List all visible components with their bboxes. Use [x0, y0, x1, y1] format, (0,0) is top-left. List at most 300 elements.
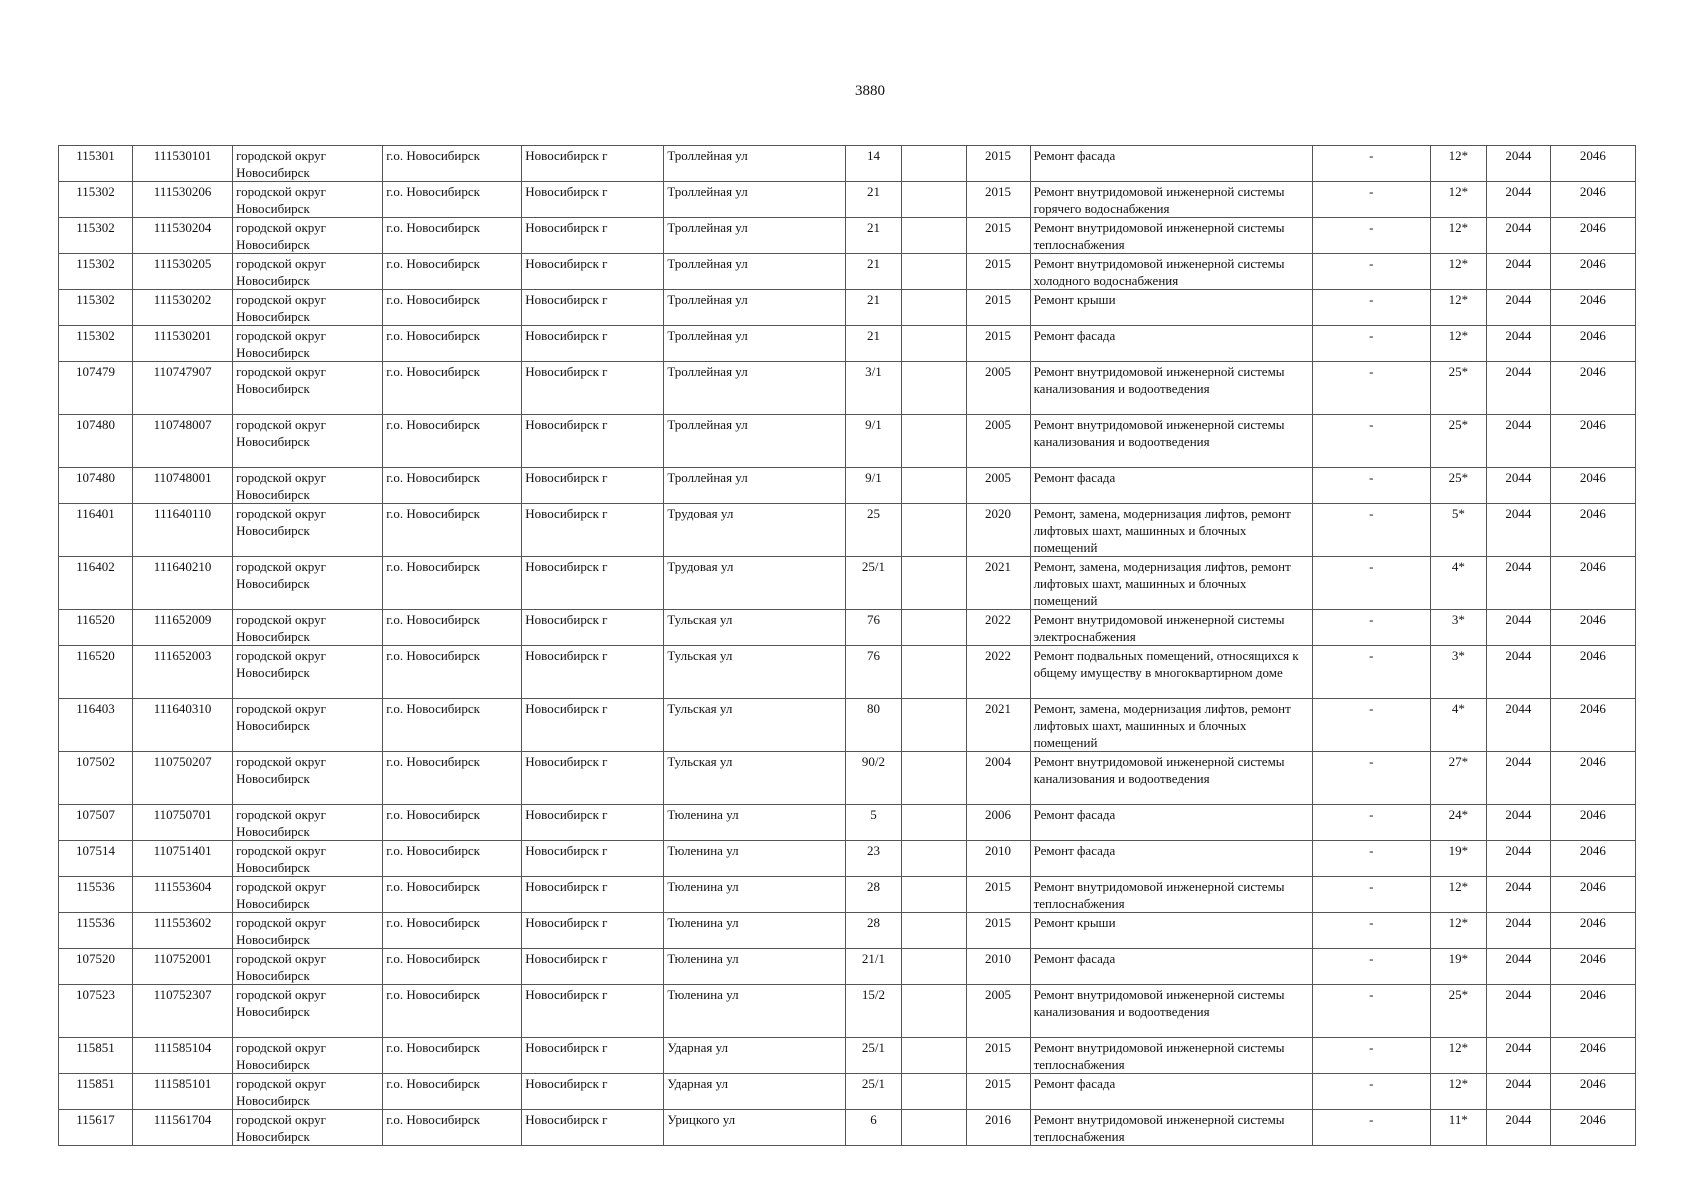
year-to-cell: 2046 — [1550, 290, 1635, 326]
settlement-cell: Новосибирск г — [522, 254, 664, 290]
street-cell: Тюленина ул — [664, 805, 846, 841]
house-id-cell: 115536 — [59, 877, 133, 913]
period-cell: 12* — [1430, 326, 1486, 362]
building-cell — [901, 182, 966, 218]
settlement-cell: Новосибирск г — [522, 146, 664, 182]
year-from-cell: 2044 — [1486, 362, 1550, 415]
year-cell: 2015 — [966, 1074, 1030, 1110]
work-type-cell: Ремонт фасада — [1030, 949, 1312, 985]
house-number-cell: 23 — [846, 841, 901, 877]
settlement-cell: Новосибирск г — [522, 877, 664, 913]
year-to-cell: 2046 — [1550, 326, 1635, 362]
work-code-cell: 111585104 — [133, 1038, 233, 1074]
work-code-cell: 111561704 — [133, 1110, 233, 1146]
house-number-cell: 9/1 — [846, 415, 901, 468]
table-row — [59, 985, 1636, 1038]
street-cell: Троллейная ул — [664, 326, 846, 362]
period-cell: 24* — [1430, 805, 1486, 841]
year-to-cell: 2046 — [1550, 504, 1635, 557]
table-row — [59, 415, 1636, 468]
building-cell — [901, 362, 966, 415]
house-id-cell: 115301 — [59, 146, 133, 182]
building-cell — [901, 610, 966, 646]
year-cell: 2016 — [966, 1110, 1030, 1146]
municipality-cell: г.о. Новосибирск — [383, 752, 522, 805]
house-id-cell: 115536 — [59, 913, 133, 949]
work-type-cell: Ремонт фасада — [1030, 326, 1312, 362]
work-code-cell: 111640110 — [133, 504, 233, 557]
dash-cell: - — [1312, 610, 1430, 646]
period-cell: 12* — [1430, 146, 1486, 182]
year-from-cell: 2044 — [1486, 646, 1550, 699]
settlement-cell: Новосибирск г — [522, 1038, 664, 1074]
year-to-cell: 2046 — [1550, 752, 1635, 805]
street-cell: Тульская ул — [664, 699, 846, 752]
period-cell: 12* — [1430, 182, 1486, 218]
year-cell: 2015 — [966, 182, 1030, 218]
house-number-cell: 76 — [846, 610, 901, 646]
dash-cell: - — [1312, 218, 1430, 254]
dash-cell: - — [1312, 557, 1430, 610]
street-cell: Урицкого ул — [664, 1110, 846, 1146]
municipality-cell: г.о. Новосибирск — [383, 1074, 522, 1110]
house-id-cell: 107507 — [59, 805, 133, 841]
dash-cell: - — [1312, 290, 1430, 326]
building-cell — [901, 949, 966, 985]
district-cell: городской округ Новосибирск — [233, 985, 383, 1038]
district-cell: городской округ Новосибирск — [233, 1038, 383, 1074]
work-type-cell: Ремонт внутридомовой инженерной системы теплоснабжения — [1030, 218, 1312, 254]
year-cell: 2005 — [966, 985, 1030, 1038]
house-id-cell: 115302 — [59, 326, 133, 362]
house-number-cell: 28 — [846, 877, 901, 913]
building-cell — [901, 326, 966, 362]
house-number-cell: 21 — [846, 290, 901, 326]
street-cell: Тюленина ул — [664, 985, 846, 1038]
table-row — [59, 326, 1636, 362]
district-cell: городской округ Новосибирск — [233, 182, 383, 218]
house-id-cell: 115617 — [59, 1110, 133, 1146]
house-id-cell: 115851 — [59, 1074, 133, 1110]
year-cell: 2015 — [966, 146, 1030, 182]
period-cell: 11* — [1430, 1110, 1486, 1146]
street-cell: Тюленина ул — [664, 949, 846, 985]
settlement-cell: Новосибирск г — [522, 699, 664, 752]
house-id-cell: 116403 — [59, 699, 133, 752]
building-cell — [901, 504, 966, 557]
house-number-cell: 9/1 — [846, 468, 901, 504]
district-cell: городской округ Новосибирск — [233, 415, 383, 468]
building-cell — [901, 1074, 966, 1110]
year-cell: 2015 — [966, 290, 1030, 326]
house-number-cell: 90/2 — [846, 752, 901, 805]
year-from-cell: 2044 — [1486, 326, 1550, 362]
period-cell: 12* — [1430, 218, 1486, 254]
street-cell: Троллейная ул — [664, 218, 846, 254]
year-from-cell: 2044 — [1486, 468, 1550, 504]
year-cell: 2010 — [966, 949, 1030, 985]
house-id-cell: 116402 — [59, 557, 133, 610]
table-row — [59, 752, 1636, 805]
settlement-cell: Новосибирск г — [522, 752, 664, 805]
district-cell: городской округ Новосибирск — [233, 557, 383, 610]
year-cell: 2021 — [966, 699, 1030, 752]
street-cell: Троллейная ул — [664, 468, 846, 504]
district-cell: городской округ Новосибирск — [233, 468, 383, 504]
house-number-cell: 25/1 — [846, 557, 901, 610]
table-row — [59, 504, 1636, 557]
work-type-cell: Ремонт подвальных помещений, относящихся к общему имуществу в многоквартирном доме — [1030, 646, 1312, 699]
year-to-cell: 2046 — [1550, 557, 1635, 610]
street-cell: Ударная ул — [664, 1038, 846, 1074]
table-row — [59, 468, 1636, 504]
municipality-cell: г.о. Новосибирск — [383, 504, 522, 557]
period-cell: 3* — [1430, 610, 1486, 646]
work-code-cell: 111530205 — [133, 254, 233, 290]
municipality-cell: г.о. Новосибирск — [383, 415, 522, 468]
municipality-cell: г.о. Новосибирск — [383, 468, 522, 504]
table-row — [59, 949, 1636, 985]
house-id-cell: 115302 — [59, 254, 133, 290]
settlement-cell: Новосибирск г — [522, 610, 664, 646]
work-type-cell: Ремонт крыши — [1030, 913, 1312, 949]
period-cell: 25* — [1430, 415, 1486, 468]
table-row — [59, 610, 1636, 646]
house-id-cell: 107480 — [59, 468, 133, 504]
building-cell — [901, 805, 966, 841]
table-row — [59, 699, 1636, 752]
table-row — [59, 913, 1636, 949]
year-from-cell: 2044 — [1486, 254, 1550, 290]
settlement-cell: Новосибирск г — [522, 326, 664, 362]
work-code-cell: 110750701 — [133, 805, 233, 841]
work-code-cell: 111640210 — [133, 557, 233, 610]
street-cell: Тюленина ул — [664, 841, 846, 877]
year-from-cell: 2044 — [1486, 415, 1550, 468]
year-cell: 2005 — [966, 468, 1030, 504]
table-row — [59, 646, 1636, 699]
municipality-cell: г.о. Новосибирск — [383, 182, 522, 218]
house-id-cell: 107520 — [59, 949, 133, 985]
municipality-cell: г.о. Новосибирск — [383, 1110, 522, 1146]
municipality-cell: г.о. Новосибирск — [383, 254, 522, 290]
house-number-cell: 21 — [846, 254, 901, 290]
work-code-cell: 110751401 — [133, 841, 233, 877]
dash-cell: - — [1312, 699, 1430, 752]
year-cell: 2021 — [966, 557, 1030, 610]
building-cell — [901, 146, 966, 182]
period-cell: 12* — [1430, 1074, 1486, 1110]
street-cell: Троллейная ул — [664, 290, 846, 326]
dash-cell: - — [1312, 326, 1430, 362]
year-to-cell: 2046 — [1550, 362, 1635, 415]
dash-cell: - — [1312, 646, 1430, 699]
work-code-cell: 111585101 — [133, 1074, 233, 1110]
work-code-cell: 111530206 — [133, 182, 233, 218]
year-from-cell: 2044 — [1486, 877, 1550, 913]
year-to-cell: 2046 — [1550, 468, 1635, 504]
period-cell: 12* — [1430, 290, 1486, 326]
house-id-cell: 107502 — [59, 752, 133, 805]
building-cell — [901, 699, 966, 752]
work-code-cell: 111553602 — [133, 913, 233, 949]
year-to-cell: 2046 — [1550, 1074, 1635, 1110]
year-cell: 2010 — [966, 841, 1030, 877]
settlement-cell: Новосибирск г — [522, 182, 664, 218]
period-cell: 25* — [1430, 362, 1486, 415]
building-cell — [901, 752, 966, 805]
year-from-cell: 2044 — [1486, 557, 1550, 610]
table-row — [59, 841, 1636, 877]
house-number-cell: 3/1 — [846, 362, 901, 415]
table-row — [59, 218, 1636, 254]
work-type-cell: Ремонт внутридомовой инженерной системы электроснабжения — [1030, 610, 1312, 646]
street-cell: Ударная ул — [664, 1074, 846, 1110]
table-row — [59, 362, 1636, 415]
house-number-cell: 5 — [846, 805, 901, 841]
settlement-cell: Новосибирск г — [522, 415, 664, 468]
settlement-cell: Новосибирск г — [522, 949, 664, 985]
dash-cell: - — [1312, 985, 1430, 1038]
building-cell — [901, 841, 966, 877]
year-to-cell: 2046 — [1550, 254, 1635, 290]
settlement-cell: Новосибирск г — [522, 468, 664, 504]
year-to-cell: 2046 — [1550, 1038, 1635, 1074]
year-to-cell: 2046 — [1550, 415, 1635, 468]
house-id-cell: 107514 — [59, 841, 133, 877]
year-from-cell: 2044 — [1486, 610, 1550, 646]
work-type-cell: Ремонт, замена, модернизация лифтов, ремонт лифтовых шахт, машинных и блочных помещений — [1030, 504, 1312, 557]
municipality-cell: г.о. Новосибирск — [383, 646, 522, 699]
settlement-cell: Новосибирск г — [522, 557, 664, 610]
house-number-cell: 15/2 — [846, 985, 901, 1038]
municipality-cell: г.о. Новосибирск — [383, 949, 522, 985]
table-row — [59, 182, 1636, 218]
table-row — [59, 557, 1636, 610]
district-cell: городской округ Новосибирск — [233, 254, 383, 290]
year-to-cell: 2046 — [1550, 877, 1635, 913]
building-cell — [901, 913, 966, 949]
house-number-cell: 28 — [846, 913, 901, 949]
settlement-cell: Новосибирск г — [522, 1110, 664, 1146]
municipality-cell: г.о. Новосибирск — [383, 557, 522, 610]
work-type-cell: Ремонт внутридомовой инженерной системы канализования и водоотведения — [1030, 985, 1312, 1038]
year-from-cell: 2044 — [1486, 949, 1550, 985]
street-cell: Тульская ул — [664, 752, 846, 805]
house-id-cell: 115302 — [59, 182, 133, 218]
work-code-cell: 110748001 — [133, 468, 233, 504]
house-number-cell: 25/1 — [846, 1074, 901, 1110]
work-code-cell: 110748007 — [133, 415, 233, 468]
municipality-cell: г.о. Новосибирск — [383, 146, 522, 182]
period-cell: 27* — [1430, 752, 1486, 805]
dash-cell: - — [1312, 1110, 1430, 1146]
work-code-cell: 111530202 — [133, 290, 233, 326]
period-cell: 25* — [1430, 468, 1486, 504]
building-cell — [901, 468, 966, 504]
municipality-cell: г.о. Новосибирск — [383, 610, 522, 646]
dash-cell: - — [1312, 182, 1430, 218]
year-to-cell: 2046 — [1550, 146, 1635, 182]
building-cell — [901, 1038, 966, 1074]
house-id-cell: 116520 — [59, 610, 133, 646]
settlement-cell: Новосибирск г — [522, 362, 664, 415]
year-to-cell: 2046 — [1550, 913, 1635, 949]
settlement-cell: Новосибирск г — [522, 290, 664, 326]
year-cell: 2006 — [966, 805, 1030, 841]
period-cell: 12* — [1430, 877, 1486, 913]
year-from-cell: 2044 — [1486, 218, 1550, 254]
work-code-cell: 111640310 — [133, 699, 233, 752]
dash-cell: - — [1312, 362, 1430, 415]
settlement-cell: Новосибирск г — [522, 218, 664, 254]
building-cell — [901, 557, 966, 610]
table-row — [59, 254, 1636, 290]
work-type-cell: Ремонт фасада — [1030, 841, 1312, 877]
year-cell: 2015 — [966, 326, 1030, 362]
year-cell: 2022 — [966, 610, 1030, 646]
year-cell: 2015 — [966, 1038, 1030, 1074]
work-code-cell: 111530201 — [133, 326, 233, 362]
house-number-cell: 14 — [846, 146, 901, 182]
district-cell: городской округ Новосибирск — [233, 913, 383, 949]
work-code-cell: 110752001 — [133, 949, 233, 985]
house-id-cell: 107480 — [59, 415, 133, 468]
dash-cell: - — [1312, 841, 1430, 877]
house-id-cell: 116520 — [59, 646, 133, 699]
street-cell: Троллейная ул — [664, 146, 846, 182]
year-from-cell: 2044 — [1486, 504, 1550, 557]
municipality-cell: г.о. Новосибирск — [383, 805, 522, 841]
work-code-cell: 110747907 — [133, 362, 233, 415]
period-cell: 19* — [1430, 949, 1486, 985]
municipality-cell: г.о. Новосибирск — [383, 362, 522, 415]
house-number-cell: 25 — [846, 504, 901, 557]
year-from-cell: 2044 — [1486, 805, 1550, 841]
house-number-cell: 21 — [846, 326, 901, 362]
period-cell: 12* — [1430, 913, 1486, 949]
period-cell: 12* — [1430, 1038, 1486, 1074]
house-id-cell: 115851 — [59, 1038, 133, 1074]
year-to-cell: 2046 — [1550, 841, 1635, 877]
municipality-cell: г.о. Новосибирск — [383, 1038, 522, 1074]
work-type-cell: Ремонт фасада — [1030, 805, 1312, 841]
period-cell: 12* — [1430, 254, 1486, 290]
work-type-cell: Ремонт внутридомовой инженерной системы теплоснабжения — [1030, 1110, 1312, 1146]
work-type-cell: Ремонт крыши — [1030, 290, 1312, 326]
district-cell: городской округ Новосибирск — [233, 646, 383, 699]
dash-cell: - — [1312, 949, 1430, 985]
work-type-cell: Ремонт фасада — [1030, 468, 1312, 504]
municipality-cell: г.о. Новосибирск — [383, 326, 522, 362]
dash-cell: - — [1312, 752, 1430, 805]
table-row — [59, 805, 1636, 841]
year-to-cell: 2046 — [1550, 182, 1635, 218]
year-from-cell: 2044 — [1486, 1110, 1550, 1146]
building-cell — [901, 985, 966, 1038]
work-code-cell: 110752307 — [133, 985, 233, 1038]
municipality-cell: г.о. Новосибирск — [383, 985, 522, 1038]
house-id-cell: 107523 — [59, 985, 133, 1038]
house-number-cell: 21/1 — [846, 949, 901, 985]
building-cell — [901, 1110, 966, 1146]
table-row — [59, 1074, 1636, 1110]
district-cell: городской округ Новосибирск — [233, 326, 383, 362]
municipality-cell: г.о. Новосибирск — [383, 877, 522, 913]
municipality-cell: г.о. Новосибирск — [383, 699, 522, 752]
dash-cell: - — [1312, 254, 1430, 290]
dash-cell: - — [1312, 805, 1430, 841]
year-cell: 2004 — [966, 752, 1030, 805]
year-cell: 2015 — [966, 254, 1030, 290]
dash-cell: - — [1312, 913, 1430, 949]
table-row — [59, 1038, 1636, 1074]
district-cell: городской округ Новосибирск — [233, 805, 383, 841]
district-cell: городской округ Новосибирск — [233, 949, 383, 985]
period-cell: 25* — [1430, 985, 1486, 1038]
municipality-cell: г.о. Новосибирск — [383, 218, 522, 254]
work-code-cell: 111652003 — [133, 646, 233, 699]
house-id-cell: 107479 — [59, 362, 133, 415]
street-cell: Тюленина ул — [664, 877, 846, 913]
district-cell: городской округ Новосибирск — [233, 841, 383, 877]
district-cell: городской округ Новосибирск — [233, 752, 383, 805]
municipality-cell: г.о. Новосибирск — [383, 841, 522, 877]
work-code-cell: 111530101 — [133, 146, 233, 182]
building-cell — [901, 646, 966, 699]
work-type-cell: Ремонт внутридомовой инженерной системы теплоснабжения — [1030, 877, 1312, 913]
house-id-cell: 115302 — [59, 290, 133, 326]
settlement-cell: Новосибирск г — [522, 913, 664, 949]
street-cell: Тюленина ул — [664, 913, 846, 949]
period-cell: 4* — [1430, 699, 1486, 752]
house-number-cell: 80 — [846, 699, 901, 752]
page-number: 3880 — [855, 83, 885, 99]
year-to-cell: 2046 — [1550, 218, 1635, 254]
table-row — [59, 146, 1636, 182]
dash-cell: - — [1312, 415, 1430, 468]
district-cell: городской округ Новосибирск — [233, 610, 383, 646]
year-to-cell: 2046 — [1550, 985, 1635, 1038]
work-type-cell: Ремонт фасада — [1030, 146, 1312, 182]
work-code-cell: 111530204 — [133, 218, 233, 254]
settlement-cell: Новосибирск г — [522, 1074, 664, 1110]
work-code-cell: 111553604 — [133, 877, 233, 913]
work-type-cell: Ремонт, замена, модернизация лифтов, ремонт лифтовых шахт, машинных и блочных помещений — [1030, 699, 1312, 752]
year-to-cell: 2046 — [1550, 1110, 1635, 1146]
district-cell: городской округ Новосибирск — [233, 362, 383, 415]
work-type-cell: Ремонт внутридомовой инженерной системы канализования и водоотведения — [1030, 362, 1312, 415]
dash-cell: - — [1312, 468, 1430, 504]
district-cell: городской округ Новосибирск — [233, 1074, 383, 1110]
capital-repair-table — [58, 145, 1636, 1146]
year-to-cell: 2046 — [1550, 805, 1635, 841]
year-from-cell: 2044 — [1486, 1074, 1550, 1110]
building-cell — [901, 877, 966, 913]
year-to-cell: 2046 — [1550, 610, 1635, 646]
work-code-cell: 110750207 — [133, 752, 233, 805]
building-cell — [901, 218, 966, 254]
house-number-cell: 25/1 — [846, 1038, 901, 1074]
work-type-cell: Ремонт внутридомовой инженерной системы канализования и водоотведения — [1030, 752, 1312, 805]
year-from-cell: 2044 — [1486, 699, 1550, 752]
year-cell: 2015 — [966, 877, 1030, 913]
work-type-cell: Ремонт, замена, модернизация лифтов, ремонт лифтовых шахт, машинных и блочных помещений — [1030, 557, 1312, 610]
year-to-cell: 2046 — [1550, 949, 1635, 985]
house-number-cell: 76 — [846, 646, 901, 699]
street-cell: Трудовая ул — [664, 504, 846, 557]
year-from-cell: 2044 — [1486, 913, 1550, 949]
